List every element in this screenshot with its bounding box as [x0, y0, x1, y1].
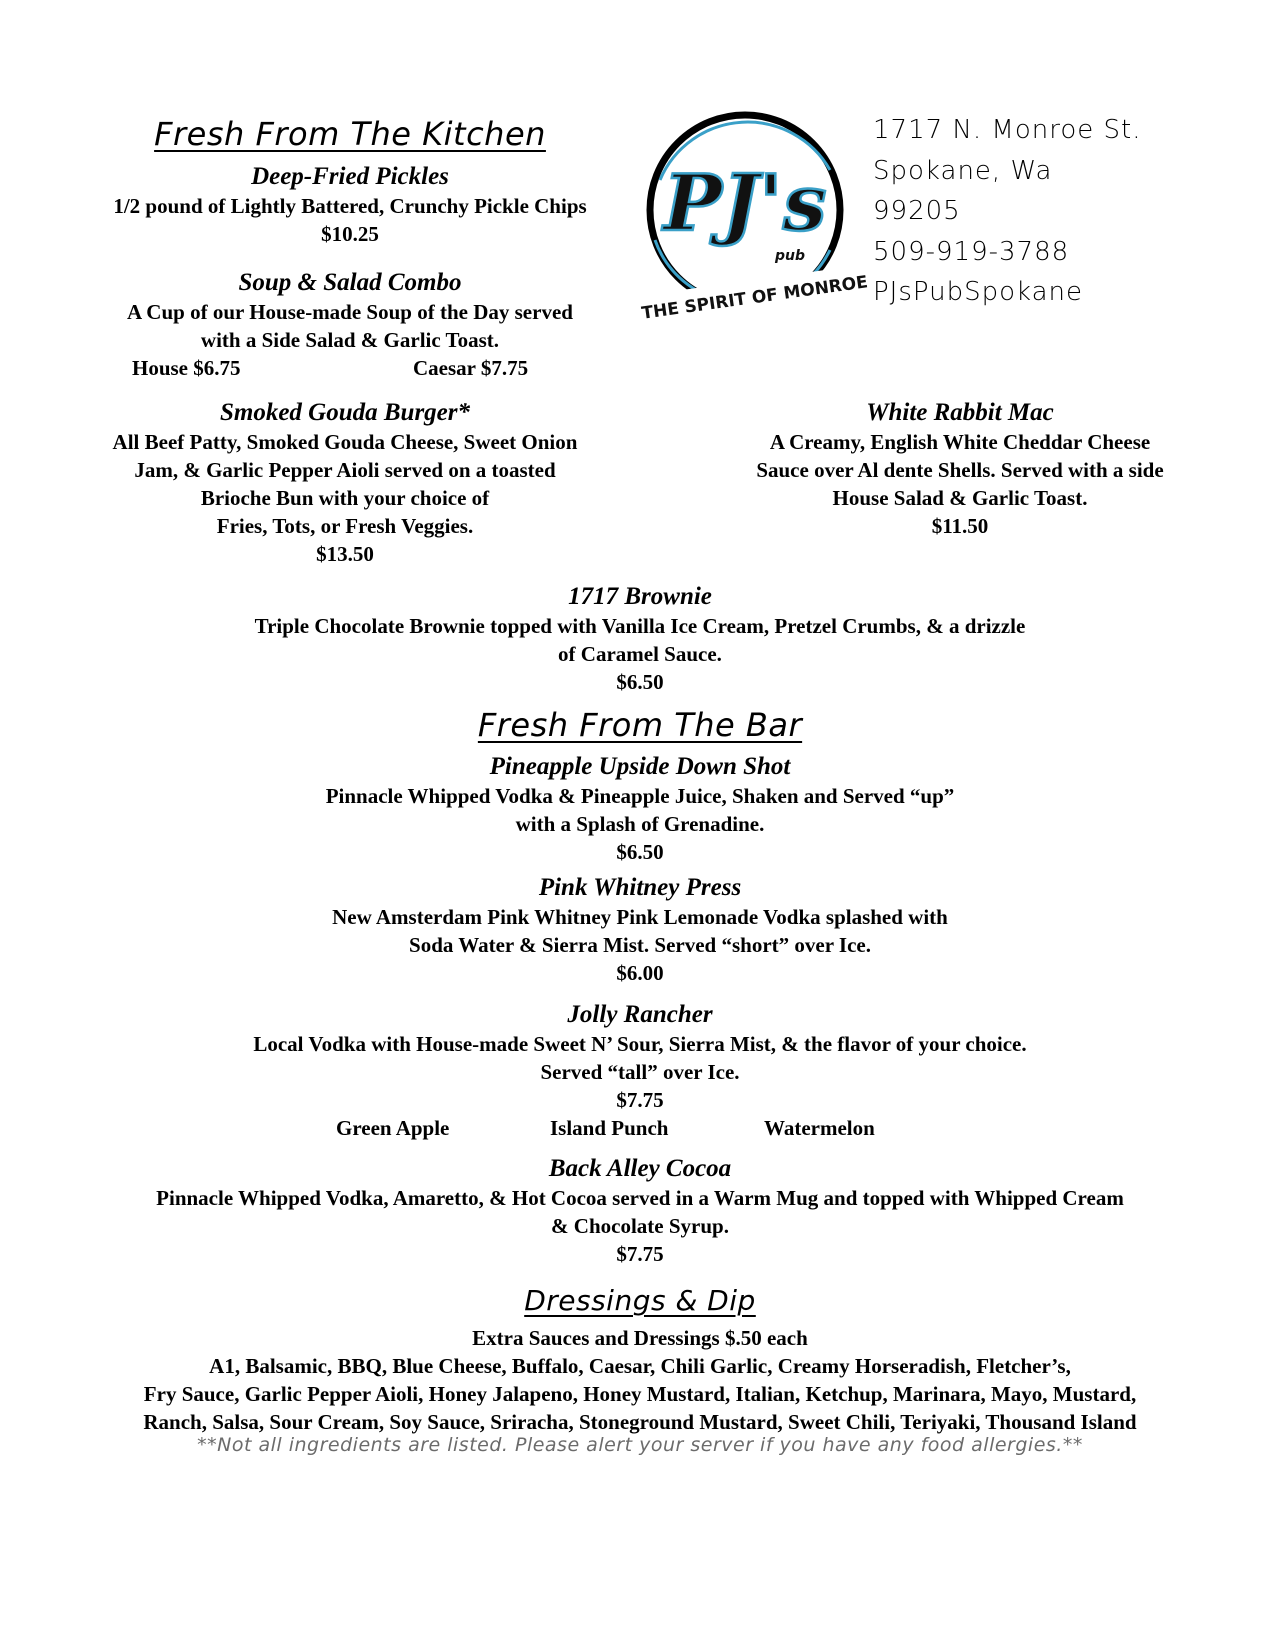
pjs-pub-logo — [630, 110, 880, 340]
item-desc: with a Splash of Grenadine. — [515, 812, 765, 836]
item-desc: Brioche Bun with your choice of — [200, 486, 490, 510]
dressings-section — [100, 1284, 1180, 1317]
item-price: $6.50 — [616, 670, 664, 694]
item-price: $13.50 — [316, 542, 374, 566]
flavor-option: Watermelon — [764, 1116, 875, 1140]
item-desc: Soda Water & Sierra Mist. Served “short” over Ice. — [409, 933, 871, 957]
item-desc: A Creamy, English White Cheddar Cheese — [769, 430, 1151, 454]
menu-item-mac — [680, 398, 1240, 540]
dressings-line: A1, Balsamic, BBQ, Blue Cheese, Buffalo, Caesar, Chili Garlic, Creamy Horseradish, Fletcher’s, — [209, 1354, 1071, 1378]
flavor-option: Island Punch — [550, 1116, 669, 1140]
dressings-line: Fry Sauce, Garlic Pepper Aioli, Honey Jalapeno, Honey Mustard, Italian, Ketchup, Marinara, Mayo, Mustard, — [143, 1382, 1137, 1406]
kitchen-title: Fresh From The Kitchen — [154, 115, 546, 153]
dressings-line: Ranch, Salsa, Sour Cream, Soy Sauce, Sriracha, Stoneground Mustard, Sweet Chili, Teriyaki, Thousand Island — [143, 1410, 1137, 1434]
phone-number: 509-919-3788 — [873, 236, 1070, 267]
item-name: Soup & Salad Combo — [238, 269, 462, 296]
item-name: Jolly Rancher — [567, 1001, 713, 1028]
item-desc: All Beef Patty, Smoked Gouda Cheese, Sweet Onion — [112, 430, 578, 454]
item-desc: Jam, & Garlic Pepper Aioli served on a toasted — [134, 458, 556, 482]
address-street: 1717 N. Monroe St. — [873, 115, 1142, 145]
item-price: $11.50 — [931, 514, 989, 538]
menu-item-burger — [60, 398, 630, 568]
kitchen-section — [100, 115, 600, 153]
item-name: White Rabbit Mac — [866, 399, 1054, 426]
logo-small-text: pub — [774, 248, 806, 264]
item-desc: Pinnacle Whipped Vodka, Amaretto, & Hot Cocoa served in a Warm Mug and topped with Whipped Cream — [156, 1186, 1124, 1210]
logo-tagline: THE SPIRIT OF MONROE — [640, 272, 870, 324]
logo-main-text: PJ's — [663, 158, 827, 249]
item-name: Pink Whitney Press — [538, 874, 742, 901]
logo-icon — [630, 110, 880, 340]
menu-item-back-alley-cocoa — [60, 1154, 1220, 1268]
allergy-note — [40, 1434, 1240, 1456]
item-desc: A Cup of our House-made Soup of the Day served — [127, 300, 573, 324]
item-price: $7.75 — [616, 1242, 664, 1266]
dressings-price-line: Extra Sauces and Dressings $.50 each — [472, 1326, 808, 1350]
item-desc: of Caramel Sauce. — [558, 642, 722, 666]
item-price: $6.50 — [616, 840, 664, 864]
allergy-note-text: **Not all ingredients are listed. Please alert your server if you have any food allergies.** — [197, 1434, 1083, 1456]
item-desc: House Salad & Garlic Toast. — [832, 486, 1088, 510]
flavor-option: Green Apple — [336, 1116, 450, 1140]
item-desc: Sauce over Al dente Shells. Served with a side — [756, 458, 1164, 482]
menu-item-brownie — [100, 582, 1180, 696]
dressings-title: Dressings & Dip — [524, 1284, 756, 1317]
address-zip: 99205 — [873, 196, 961, 226]
price-house: House $6.75 — [132, 356, 241, 380]
item-name: 1717 Brownie — [568, 583, 712, 610]
item-price: $6.00 — [616, 961, 664, 985]
address-city: Spokane, Wa — [873, 155, 1053, 186]
social-handle: PJsPubSpokane — [873, 277, 1084, 307]
dressings-list — [40, 1324, 1240, 1436]
item-desc: Local Vodka with House-made Sweet N’ Sour, Sierra Mist, & the flavor of your choice. — [253, 1032, 1027, 1056]
item-desc: Fries, Tots, or Fresh Veggies. — [216, 514, 474, 538]
item-name: Back Alley Cocoa — [548, 1155, 732, 1182]
item-name: Deep-Fried Pickles — [251, 163, 449, 190]
item-desc: New Amsterdam Pink Whitney Pink Lemonade Vodka splashed with — [332, 905, 948, 929]
menu-item-pineapple-shot — [100, 752, 1180, 866]
price-caesar: Caesar $7.75 — [413, 356, 529, 380]
menu-item-soup-salad — [80, 268, 620, 382]
item-name: Smoked Gouda Burger* — [219, 399, 471, 426]
item-desc: Triple Chocolate Brownie topped with Vanilla Ice Cream, Pretzel Crumbs, & a drizzle — [254, 614, 1026, 638]
menu-item-pickles — [80, 162, 620, 248]
item-name: Pineapple Upside Down Shot — [489, 753, 791, 780]
item-desc: Served “tall” over Ice. — [540, 1060, 740, 1084]
menu-item-jolly-rancher — [100, 1000, 1180, 1142]
item-desc: Pinnacle Whipped Vodka & Pineapple Juice, Shaken and Served “up” — [325, 784, 955, 808]
bar-section — [100, 706, 1180, 744]
item-desc: & Chocolate Syrup. — [551, 1214, 729, 1238]
item-price: $10.25 — [321, 222, 379, 246]
contact-block — [873, 110, 1263, 313]
menu-item-pink-whitney — [100, 873, 1180, 987]
item-price: $7.75 — [616, 1088, 664, 1112]
flavor-options — [100, 1114, 1180, 1142]
combo-prices — [80, 354, 620, 382]
item-desc: with a Side Salad & Garlic Toast. — [200, 328, 500, 352]
item-desc: 1/2 pound of Lightly Battered, Crunchy Pickle Chips — [113, 194, 587, 218]
bar-title: Fresh From The Bar — [477, 706, 803, 744]
